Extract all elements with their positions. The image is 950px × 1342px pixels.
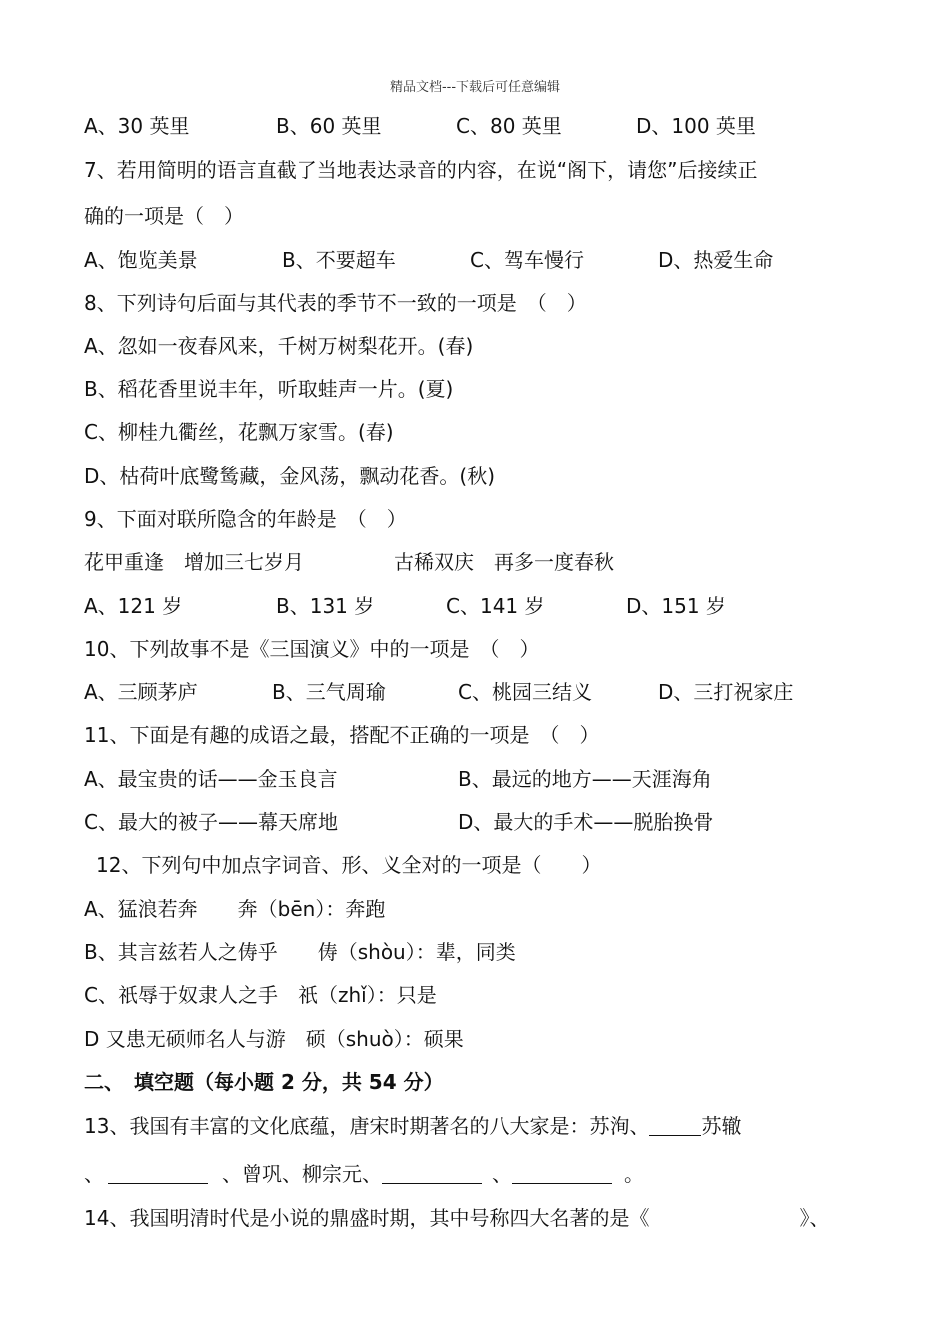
q12-option-c: C、祇辱于奴隶人之手 祇（zhǐ）：只是 xyxy=(84,983,437,1007)
option-a: A、最宝贵的话——金玉良言 xyxy=(84,767,338,791)
option-c: C、驾车慢行 xyxy=(470,248,584,272)
question-13-line2 xyxy=(84,1164,644,1184)
page-header: 精品文档---下载后可任意编辑 xyxy=(389,80,561,95)
q14-end: 》、 xyxy=(799,1206,830,1230)
option-a: A、三顾茅庐 xyxy=(84,680,198,704)
option-b: B、最远的地方——天涯海角 xyxy=(458,767,712,791)
option-a: A、饱览美景 xyxy=(84,248,198,272)
question-7-line1: 7、若用简明的语言直截了当地表达录音的内容，在说“阁下，请您”后接续正 xyxy=(84,158,758,182)
answer-blank-2[interactable] xyxy=(108,1165,208,1184)
couplet-left: 花甲重逢 增加三七岁月 xyxy=(84,550,304,574)
option-c: C、141 岁 xyxy=(446,594,545,618)
q13-line1-end: 苏辙 xyxy=(701,1114,742,1138)
q8-option-c: C、柳桂九衢丝，花飘万家雪。(春) xyxy=(84,420,394,444)
question-13-line1 xyxy=(84,1116,741,1136)
question-9-stem: 9、下面对联所隐含的年龄是 （ ） xyxy=(84,507,407,531)
q13-line2-mid2: 、 xyxy=(492,1162,512,1186)
q8-option-a: A、忽如一夜春风来，千树万树梨花开。(春) xyxy=(84,334,474,358)
option-d: D、100 英里 xyxy=(636,114,756,138)
option-b: B、不要超车 xyxy=(282,248,396,272)
q13-line2-end: 。 xyxy=(624,1162,644,1186)
option-d: D、151 岁 xyxy=(626,594,726,618)
q13-text: 13、我国有丰富的文化底蕴，唐宋时期著名的八大家是：苏洵、 xyxy=(84,1114,650,1138)
couplet-right: 古稀双庆 再多一度春秋 xyxy=(394,550,614,574)
q8-option-b: B、稻花香里说丰年，听取蛙声一片。(夏) xyxy=(84,377,454,401)
q12-option-a: A、猛浪若奔 奔（bēn）：奔跑 xyxy=(84,897,386,921)
option-b: B、131 岁 xyxy=(276,594,375,618)
q12-option-d: D 又患无硕师名人与游 硕（shuò）：硕果 xyxy=(84,1027,464,1051)
option-b: B、60 英里 xyxy=(276,114,382,138)
option-d: D、最大的手术——脱胎换骨 xyxy=(458,810,714,834)
option-a: A、30 英里 xyxy=(84,114,190,138)
option-a: A、121 岁 xyxy=(84,594,183,618)
option-b: B、三气周瑜 xyxy=(272,680,386,704)
answer-blank-3[interactable] xyxy=(382,1165,482,1184)
option-c: C、最大的被子——幕天席地 xyxy=(84,810,338,834)
option-c: C、80 英里 xyxy=(456,114,562,138)
answer-blank-4[interactable] xyxy=(512,1165,612,1184)
option-d: D、热爱生命 xyxy=(658,248,774,272)
option-c: C、桃园三结义 xyxy=(458,680,592,704)
question-11-stem: 11、下面是有趣的成语之最，搭配不正确的一项是 （ ） xyxy=(84,723,600,747)
question-8-stem: 8、下列诗句后面与其代表的季节不一致的一项是 （ ） xyxy=(84,291,587,315)
q13-line2-mid1: 、曾巩、柳宗元、 xyxy=(222,1162,382,1186)
question-7-line2: 确的一项是（ ） xyxy=(84,204,244,228)
q13-line2-start: 、 xyxy=(84,1162,104,1186)
q12-option-b: B、其言兹若人之俦乎 俦（shòu）：辈，同类 xyxy=(84,940,516,964)
section-2-title: 二、 填空题（每小题 2 分，共 54 分） xyxy=(84,1070,444,1094)
question-14-line1 xyxy=(84,1208,829,1228)
answer-blank-1[interactable] xyxy=(649,1117,701,1136)
q8-option-d: D、枯荷叶底鹭鸶藏，金风荡，飘动花香。(秋) xyxy=(84,464,496,488)
question-10-stem: 10、下列故事不是《三国演义》中的一项是 （ ） xyxy=(84,637,540,661)
question-12-stem: 12、下列句中加点字词音、形、义全对的一项是（ ） xyxy=(96,853,602,877)
option-d: D、三打祝家庄 xyxy=(658,680,794,704)
q14-text: 14、我国明清时代是小说的鼎盛时期，其中号称四大名著的是《 xyxy=(84,1206,650,1230)
